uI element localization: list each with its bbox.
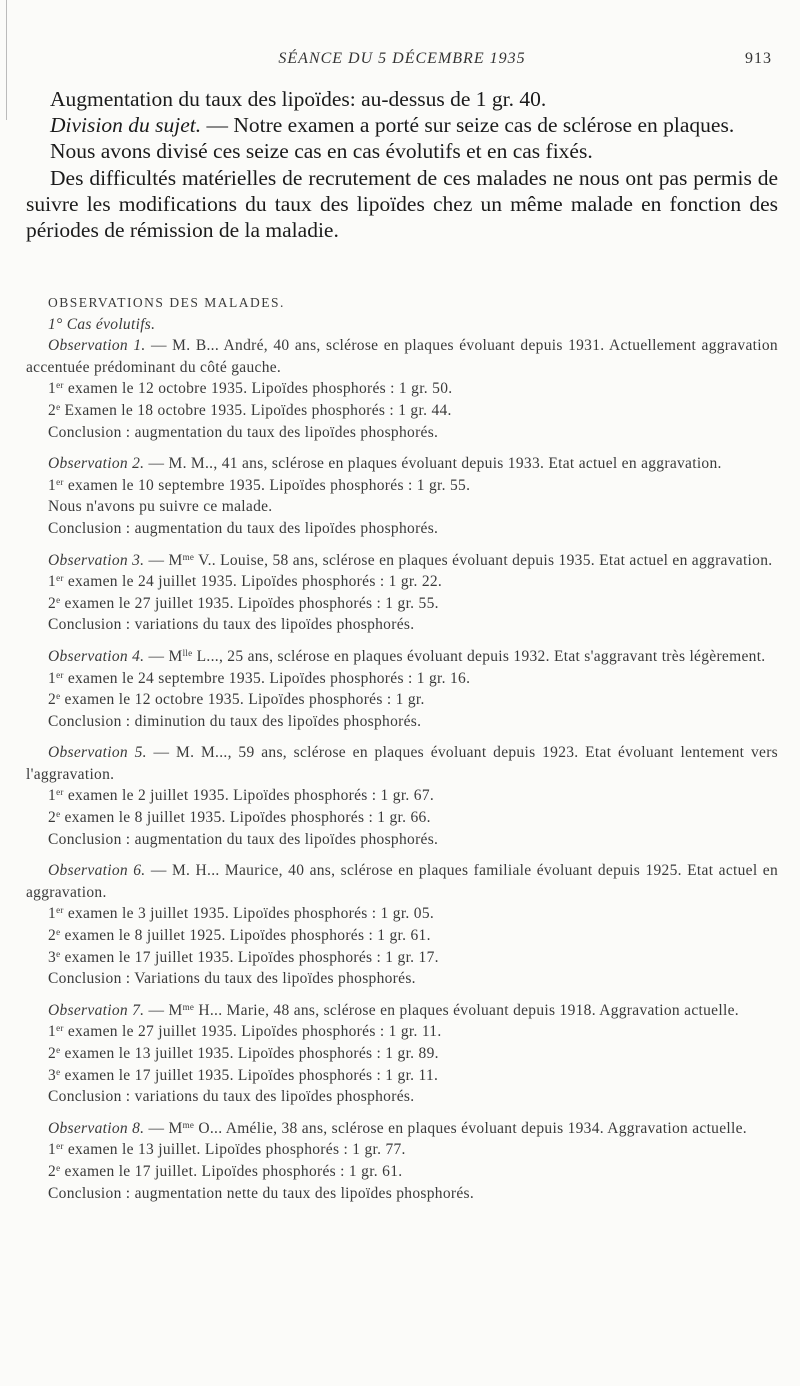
observation-desc-text: H... Marie, 48 ans, sclérose en plaques évoluant depuis 1918. Aggravation actuelle.	[194, 1001, 739, 1019]
exam-line	[26, 378, 778, 400]
title-superscript: me	[182, 1119, 195, 1130]
exam-line	[26, 668, 778, 690]
exam-text: examen le 17 juillet. Lipoïdes phosphorés : 1 gr. 61.	[60, 1162, 403, 1180]
observation-title: Observation 7.	[48, 1001, 145, 1019]
intro-paragraph-1: Augmentation du taux des lipoïdes: au-dessus de 1 gr. 40.	[50, 87, 547, 111]
observation-conclusion: Conclusion : augmentation nette du taux des lipoïdes phosphorés.	[48, 1184, 475, 1202]
observation-conclusion: Conclusion : Variations du taux des lipoïdes phosphorés.	[48, 970, 416, 988]
observation-description	[26, 1000, 778, 1022]
exam-ordinal: 1	[48, 905, 57, 923]
exam-line	[26, 785, 778, 807]
observation-conclusion: Conclusion : augmentation du taux des lipoïdes phosphorés.	[48, 519, 439, 537]
exam-ordinal: 2	[48, 691, 57, 709]
exam-ordinal: 3	[48, 948, 57, 966]
observation-desc-prefix: — M	[144, 1001, 183, 1019]
observation-entry	[26, 453, 778, 539]
ordinal-superscript: er	[56, 669, 64, 680]
intro-paragraph-4: Des difficultés matérielles de recrutement de ces malades ne nous ont pas permis de suivre les modifications du taux des lipoïdes chez un même malade en fonction des périodes de rémission de la maladie.	[26, 165, 778, 243]
ordinal-superscript: e	[56, 594, 61, 605]
observation-desc-text: O... Amélie, 38 ans, sclérose en plaques évoluant depuis 1934. Aggravation actuelle.	[194, 1119, 747, 1137]
ordinal-superscript: er	[56, 573, 64, 584]
exam-ordinal: 1	[48, 1141, 57, 1159]
exam-text: examen le 8 juillet 1935. Lipoïdes phosphorés : 1 gr. 66.	[60, 809, 431, 827]
observation-title: Observation 6.	[48, 862, 146, 880]
observation-desc-text: — M. M..., 59 ans, sclérose en plaques évoluant depuis 1923. Etat évoluant lentement vers l'aggravation.	[26, 744, 778, 783]
exam-line	[26, 400, 778, 422]
observation-desc-text: — M. B... André, 40 ans, sclérose en plaques évoluant depuis 1931. Actuellement aggravation accentuée prédominant du côté gauche.	[26, 337, 778, 376]
exam-text: examen le 24 juillet 1935. Lipoïdes phosphorés : 1 gr. 22.	[63, 573, 443, 591]
ordinal-superscript: e	[56, 1066, 61, 1077]
observation-title: Observation 5.	[48, 744, 147, 762]
document-page	[26, 0, 778, 1386]
section-heading: OBSERVATIONS DES MALADES.	[48, 295, 285, 310]
exam-text: examen le 24 septembre 1935. Lipoïdes phosphorés : 1 gr. 16.	[63, 669, 471, 687]
ordinal-superscript: e	[56, 809, 61, 820]
exam-line	[26, 1065, 778, 1087]
ordinal-superscript: e	[56, 927, 61, 938]
observation-entry	[26, 1118, 778, 1204]
title-superscript: me	[182, 551, 195, 562]
observation-description	[26, 335, 778, 378]
exam-text: examen le 27 juillet 1935. Lipoïdes phosphorés : 1 gr. 55.	[60, 594, 439, 612]
observation-description	[26, 742, 778, 785]
subject-heading: Division du sujet.	[50, 113, 202, 138]
exam-text: examen le 12 octobre 1935. Lipoïdes phosphorés : 1 gr. 50.	[63, 380, 453, 398]
exam-line	[26, 903, 778, 925]
ordinal-superscript: e	[56, 401, 61, 412]
observation-desc-text: — M. H... Maurice, 40 ans, sclérose en plaques familiale évoluant depuis 1925. Etat actuel en aggravation.	[26, 862, 778, 901]
exam-line	[26, 689, 778, 711]
observation-title: Observation 4.	[48, 647, 145, 665]
exam-ordinal: 2	[48, 809, 57, 827]
ordinal-superscript: e	[56, 948, 61, 959]
ordinal-superscript: e	[56, 1045, 61, 1055]
exam-text: examen le 13 juillet. Lipoïdes phosphorés : 1 gr. 77.	[63, 1141, 406, 1159]
observation-conclusion: Conclusion : diminution du taux des lipoïdes phosphorés.	[48, 712, 422, 730]
ordinal-superscript: er	[56, 476, 64, 487]
observation-desc-prefix: — M	[144, 647, 183, 665]
cas-evolutifs-label: 1° Cas évolutifs.	[48, 315, 156, 333]
exam-line	[26, 593, 778, 615]
exam-text: examen le 17 juillet 1935. Lipoïdes phosphorés : 1 gr. 17.	[60, 948, 439, 966]
ordinal-superscript: er	[56, 1141, 64, 1152]
exam-text: examen le 3 juillet 1935. Lipoïdes phosphorés : 1 gr. 05.	[63, 905, 435, 923]
exam-line	[26, 496, 778, 518]
exam-text: examen le 2 juillet 1935. Lipoïdes phosphorés : 1 gr. 67.	[63, 787, 435, 805]
observation-conclusion: Conclusion : augmentation du taux des lipoïdes phosphorés.	[48, 423, 439, 441]
observation-description	[26, 453, 778, 475]
observation-entry	[26, 550, 778, 636]
intro-paragraph-3: Nous avons divisé ces seize cas en cas évolutifs et en cas fixés.	[50, 139, 593, 164]
observation-desc-prefix: — M	[144, 551, 183, 569]
observation-desc-text: — M. M.., 41 ans, sclérose en plaques évoluant depuis 1933. Etat actuel en aggravation.	[144, 455, 722, 473]
exam-text: examen le 13 juillet 1935. Lipoïdes phosphorés : 1 gr. 89.	[60, 1045, 439, 1062]
observation-conclusion: Conclusion : variations du taux des lipoïdes phosphorés.	[48, 616, 415, 634]
exam-line	[26, 1021, 778, 1043]
exam-ordinal: 1	[48, 787, 57, 805]
exam-line	[26, 807, 778, 829]
exam-ordinal: 1	[48, 476, 57, 494]
observation-entry	[26, 646, 778, 732]
exam-ordinal: 2	[48, 1162, 57, 1180]
observation-desc-text: L..., 25 ans, sclérose en plaques évoluant depuis 1932. Etat s'aggravant très légèrement.	[192, 647, 766, 665]
exam-text: examen le 27 juillet 1935. Lipoïdes phosphorés : 1 gr. 11.	[63, 1023, 442, 1041]
observation-entry	[26, 335, 778, 443]
exam-text: examen le 10 septembre 1935. Lipoïdes phosphorés : 1 gr. 55.	[63, 476, 471, 494]
running-header	[26, 50, 778, 74]
exam-ordinal: 1	[48, 669, 57, 687]
exam-text: Examen le 18 octobre 1935. Lipoïdes phosphorés : 1 gr. 44.	[60, 401, 452, 419]
observation-description	[26, 646, 778, 668]
exam-line	[26, 1043, 778, 1065]
exam-line	[26, 1161, 778, 1183]
observation-entry	[26, 1000, 778, 1108]
observation-description	[26, 1118, 778, 1140]
observation-conclusion: Conclusion : variations du taux des lipoïdes phosphorés.	[48, 1088, 415, 1106]
exam-ordinal: 2	[48, 1045, 57, 1062]
exam-text: examen le 17 juillet 1935. Lipoïdes phosphorés : 1 gr. 11.	[60, 1066, 439, 1084]
observation-description	[26, 860, 778, 903]
observations-section	[26, 292, 778, 1204]
observation-desc-text: V.. Louise, 58 ans, sclérose en plaques évoluant depuis 1935. Etat actuel en aggravation.	[194, 551, 773, 569]
exam-ordinal: 3	[48, 1066, 57, 1084]
exam-text: examen le 8 juillet 1925. Lipoïdes phosphorés : 1 gr. 61.	[60, 927, 431, 945]
exam-line	[26, 947, 778, 969]
subject-text: — Notre examen a porté sur seize cas de sclérose en plaques.	[201, 113, 735, 138]
observation-title: Observation 8.	[48, 1119, 145, 1137]
ordinal-superscript: e	[56, 1162, 61, 1173]
observation-list	[26, 335, 778, 1204]
exam-ordinal: 2	[48, 594, 57, 612]
observation-desc-prefix: — M	[144, 1119, 183, 1137]
exam-ordinal: 1	[48, 1023, 57, 1041]
exam-line	[26, 925, 778, 947]
running-title: SÉANCE DU 5 DÉCEMBRE 1935	[278, 50, 526, 67]
exam-ordinal: 2	[48, 927, 57, 945]
ordinal-superscript: er	[56, 905, 64, 916]
observation-title: Observation 1.	[48, 337, 146, 355]
exam-ordinal: 1	[48, 380, 57, 398]
page-edge-rule	[6, 0, 7, 120]
exam-text: Nous n'avons pu suivre ce malade.	[48, 498, 273, 516]
title-superscript: me	[182, 1001, 195, 1012]
ordinal-superscript: er	[56, 1023, 64, 1034]
intro-section	[26, 86, 778, 243]
intro-paragraph-2	[26, 112, 778, 138]
observation-title: Observation 3.	[48, 551, 145, 569]
observation-entry	[26, 742, 778, 850]
title-superscript: lle	[182, 647, 193, 658]
ordinal-superscript: e	[56, 691, 61, 702]
observation-entry	[26, 860, 778, 990]
observation-description	[26, 550, 778, 572]
exam-text: examen le 12 octobre 1935. Lipoïdes phosphorés : 1 gr.	[60, 691, 425, 709]
ordinal-superscript: er	[56, 380, 64, 391]
exam-line	[26, 475, 778, 497]
observation-conclusion: Conclusion : augmentation du taux des lipoïdes phosphorés.	[48, 830, 439, 848]
exam-ordinal: 1	[48, 573, 57, 591]
exam-line	[26, 1139, 778, 1161]
page-number: 913	[745, 50, 772, 67]
observation-title: Observation 2.	[48, 455, 145, 473]
section-subheading	[26, 314, 778, 336]
exam-line	[26, 571, 778, 593]
ordinal-superscript: er	[56, 787, 64, 798]
exam-ordinal: 2	[48, 401, 57, 419]
